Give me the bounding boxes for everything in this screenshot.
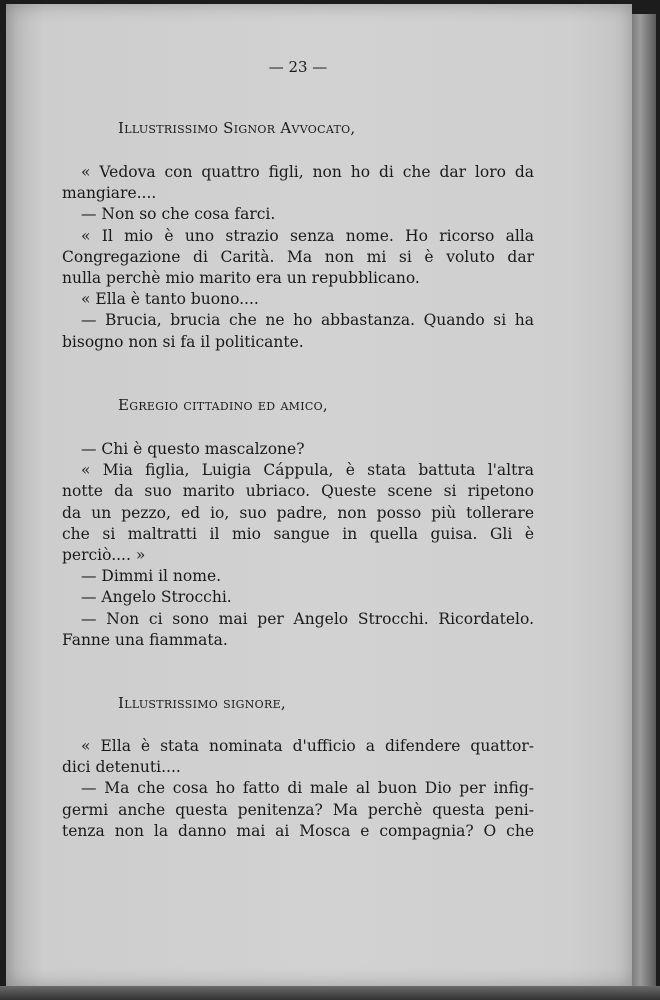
page-edge-bottom (0, 986, 660, 1000)
text-line: perciò.... » (62, 546, 146, 565)
text-line: che si maltratti il mio sangue in quella guisa. Gli è (62, 524, 534, 543)
section-body (62, 439, 534, 651)
text-line: — Brucia, brucia che ne ho abbastanza. Quando si ha (81, 311, 534, 330)
text-line: notte da suo marito ubriaco. Queste scene si ripetono (62, 482, 534, 501)
text-line: — Chi è questo mascalzone? (81, 440, 305, 458)
text-line: Fanne una fiammata. (62, 630, 228, 649)
page-number: — 23 — (268, 58, 328, 76)
text-line: — Angelo Strocchi. (81, 588, 232, 607)
text-line: germi anche questa penitenza? Ma perchè questa peni- (62, 800, 534, 819)
text-line: « Ella è tanto buono.... (81, 290, 259, 309)
section-heading: Egregio cittadino ed amico, (118, 396, 328, 414)
section-body (62, 736, 534, 842)
text-line: « Mia figlia, Luigia Cáppula, è stata battuta l'altra (81, 461, 534, 480)
text-line: da un pezzo, ed io, suo padre, non posso più tollerare (62, 503, 534, 522)
section-heading: Illustrissimo Signor Avvocato, (118, 119, 356, 137)
text-line: « Il mio è uno strazio senza nome. Ho ricorso alla (81, 226, 534, 245)
text-line: — Non so che cosa farci. (81, 205, 276, 224)
text-line: — Non ci sono mai per Angelo Strocchi. Ricordatelo. (81, 609, 534, 628)
section-heading: Illustrissimo signore, (118, 694, 286, 712)
text-line: — Dimmi il nome. (81, 567, 222, 586)
text-line: dici detenuti.... (62, 758, 181, 777)
text-line: « Vedova con quattro figli, non ho di che dar loro da (81, 163, 534, 181)
section-body (62, 162, 534, 353)
text-line: bisogno non si fa il politicante. (62, 332, 304, 351)
text-line: mangiare.... (62, 184, 157, 203)
page-edge-right (632, 14, 656, 986)
text-line: tenza non la danno mai ai Mosca e compagnia? O che (62, 821, 534, 840)
text-line: Congregazione di Carità. Ma non mi si è voluto dar (62, 247, 534, 266)
text-line: « Ella è stata nominata d'ufficio a difendere quattor- (81, 737, 534, 755)
text-line: — Ma che cosa ho fatto di male al buon Dio per infig- (81, 779, 534, 798)
text-line: nulla perchè mio marito era un repubblicano. (62, 269, 420, 288)
